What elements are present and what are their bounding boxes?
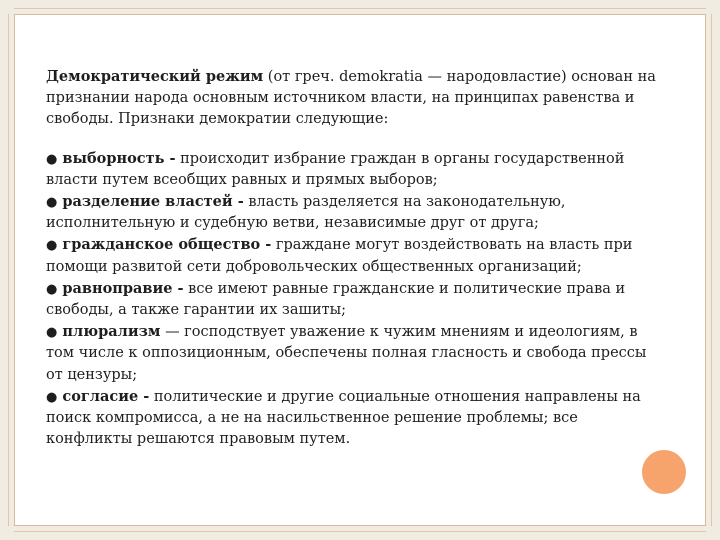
frame-line-bottom — [14, 531, 706, 532]
bullet-marker: ● — [46, 281, 58, 297]
bullet-item — [46, 386, 656, 451]
bullet-item — [46, 278, 656, 321]
bullet-marker: ● — [46, 238, 58, 254]
frame-line-right — [711, 14, 712, 526]
bullet-term: плюрализм — [57, 323, 161, 341]
bullet-text: — господствует уважение к чужим мнениям и идеологиям, в том числе к оппозиционным, обеспечены полная гласность и свобода прессы от цензуры; — [46, 324, 647, 383]
bullet-marker: ● — [46, 151, 58, 167]
frame-line-left — [8, 14, 9, 526]
bullet-text: все имеют равные гражданские и политические права и свободы, а также гарантии их зашиты; — [46, 280, 626, 319]
intro-text: (от греч. demokratia — народовластие) основан на признании народа основным источником власти, на принципах равенства и свободы. Признаки демократии следующие: — [46, 69, 656, 128]
bullet-text: происходит избрание граждан в органы государственной власти путем всеобщих равных и прямых выборов; — [46, 150, 625, 188]
bullet-marker: ● — [46, 195, 58, 211]
slide-content — [46, 66, 656, 450]
bullet-text: власть разделяется на законодательную, исполнительную и судебную ветви, независимые друг от друга; — [46, 194, 566, 232]
bullet-term: выборность - — [57, 149, 176, 167]
bullet-marker: ● — [46, 389, 58, 405]
bullet-item — [46, 148, 656, 191]
bullet-term: разделение властей - — [57, 193, 244, 211]
bullet-term: гражданское общество - — [57, 236, 272, 254]
bullet-text: политические и другие социальные отношения направлены на поиск компромисса, а не на насильственное решение проблемы; все конфликты решаются правовым путем. — [46, 388, 641, 448]
decorative-circle — [642, 450, 686, 494]
bullet-marker: ● — [46, 325, 58, 341]
intro-paragraph — [46, 66, 656, 131]
bullet-term: равноправие - — [57, 279, 184, 297]
bullet-term: согласие - — [57, 387, 150, 405]
bullet-item — [46, 191, 656, 234]
bullet-item — [46, 321, 656, 386]
bullet-text: граждане могут воздействовать на власть при помощи развитой сети добровольческих общественных организаций; — [46, 237, 633, 275]
intro-term: Демократический режим — [46, 68, 264, 85]
frame-line-top — [14, 8, 706, 9]
bullet-item — [46, 234, 656, 277]
